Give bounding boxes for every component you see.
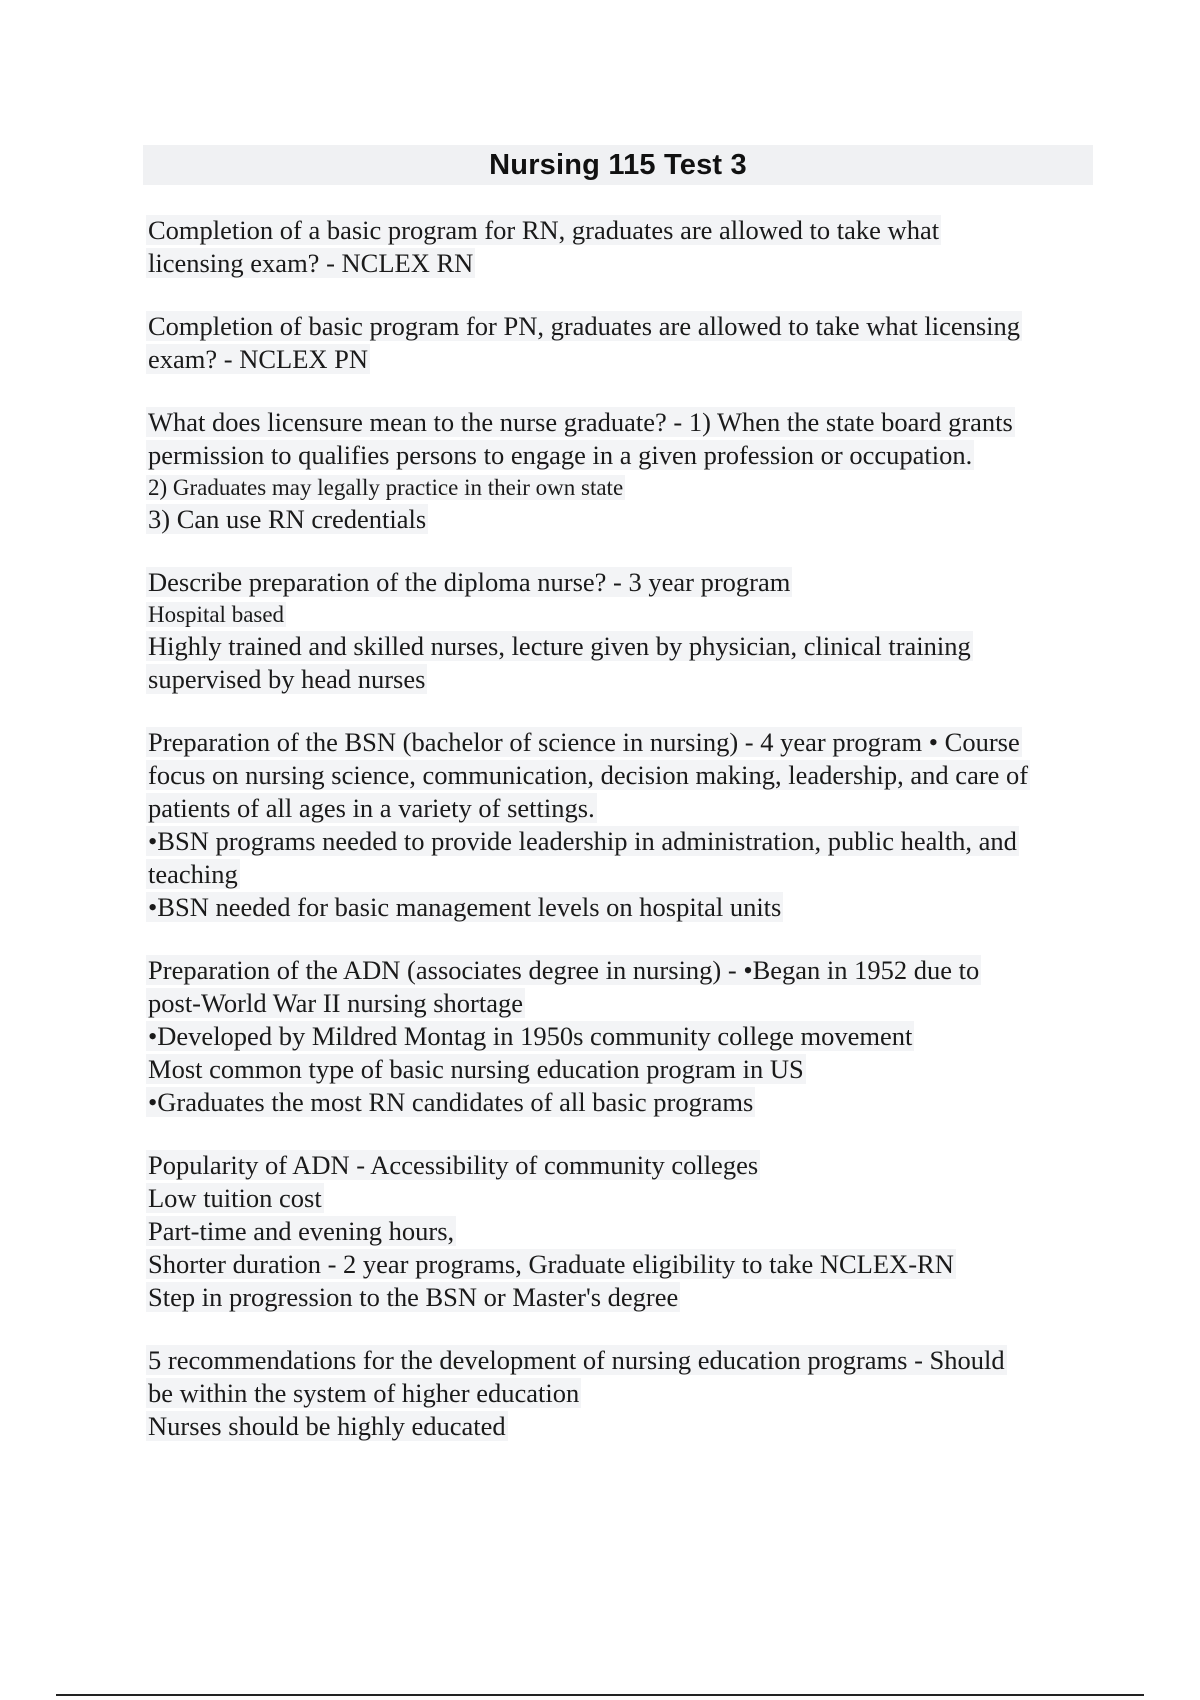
flashcard-line: Highly trained and skilled nurses, lecture given by physician, clinical training <box>148 631 971 661</box>
flashcard-line: licensing exam? - NCLEX RN <box>148 248 474 278</box>
flashcard-line: supervised by head nurses <box>148 664 426 694</box>
flashcard-line: Popularity of ADN - Accessibility of community colleges <box>148 1150 759 1180</box>
flashcard-line: post-World War II nursing shortage <box>148 988 523 1018</box>
flashcard-line: exam? - NCLEX PN <box>148 344 369 374</box>
flashcard-line: •BSN needed for basic management levels on hospital units <box>148 892 782 922</box>
flashcard-line: Hospital based <box>148 602 285 627</box>
flashcard-recommendations <box>146 1344 1096 1443</box>
flashcard-line: 3) Can use RN credentials <box>148 504 427 534</box>
flashcard-line: Preparation of the ADN (associates degree in nursing) - •Began in 1952 due to <box>148 955 980 985</box>
flashcard-line: teaching <box>148 859 238 889</box>
footer-divider <box>56 1694 1144 1696</box>
flashcard-line: What does licensure mean to the nurse graduate? - 1) When the state board grants <box>148 407 1013 437</box>
page-title: Nursing 115 Test 3 <box>489 148 747 181</box>
flashcard-line: 5 recommendations for the development of nursing education programs - Should <box>148 1345 1005 1375</box>
flashcard-line: Part-time and evening hours, <box>148 1216 455 1246</box>
flashcard-line: be within the system of higher education <box>148 1378 580 1408</box>
flashcard-rn-exam <box>146 214 1096 280</box>
flashcard-line: Step in progression to the BSN or Master's degree <box>148 1282 679 1312</box>
flashcard-line: Shorter duration - 2 year programs, Graduate eligibility to take NCLEX-RN <box>148 1249 954 1279</box>
flashcard-line: Completion of basic program for PN, graduates are allowed to take what licensing <box>148 311 1021 341</box>
flashcard-line: patients of all ages in a variety of settings. <box>148 793 595 823</box>
flashcard-line: Describe preparation of the diploma nurse? - 3 year program <box>148 567 791 597</box>
flashcard-line: Preparation of the BSN (bachelor of science in nursing) - 4 year program • Course <box>148 727 1020 757</box>
flashcard-line: Low tuition cost <box>148 1183 322 1213</box>
flashcard-line: •Developed by Mildred Montag in 1950s community college movement <box>148 1021 913 1051</box>
flashcard-line: focus on nursing science, communication, decision making, leadership, and care of <box>148 760 1029 790</box>
title-band <box>143 145 1093 185</box>
flashcard-line: permission to qualifies persons to engage in a given profession or occupation. <box>148 440 973 470</box>
flashcard-adn <box>146 954 1096 1119</box>
flashcard-line: •BSN programs needed to provide leadership in administration, public health, and <box>148 826 1017 856</box>
flashcard-line: 2) Graduates may legally practice in their own state <box>148 475 624 500</box>
flashcard-pn-exam <box>146 310 1096 376</box>
flashcard-line: Nurses should be highly educated <box>148 1411 506 1441</box>
flashcard-line: •Graduates the most RN candidates of all basic programs <box>148 1087 754 1117</box>
flashcard-adn-popularity <box>146 1149 1096 1314</box>
flashcard-line: Completion of a basic program for RN, graduates are allowed to take what <box>148 215 940 245</box>
flashcard-list <box>146 214 1096 1473</box>
flashcard-bsn <box>146 726 1096 924</box>
flashcard-diploma-nurse <box>146 566 1096 696</box>
flashcard-licensure <box>146 406 1096 536</box>
flashcard-line: Most common type of basic nursing education program in US <box>148 1054 804 1084</box>
